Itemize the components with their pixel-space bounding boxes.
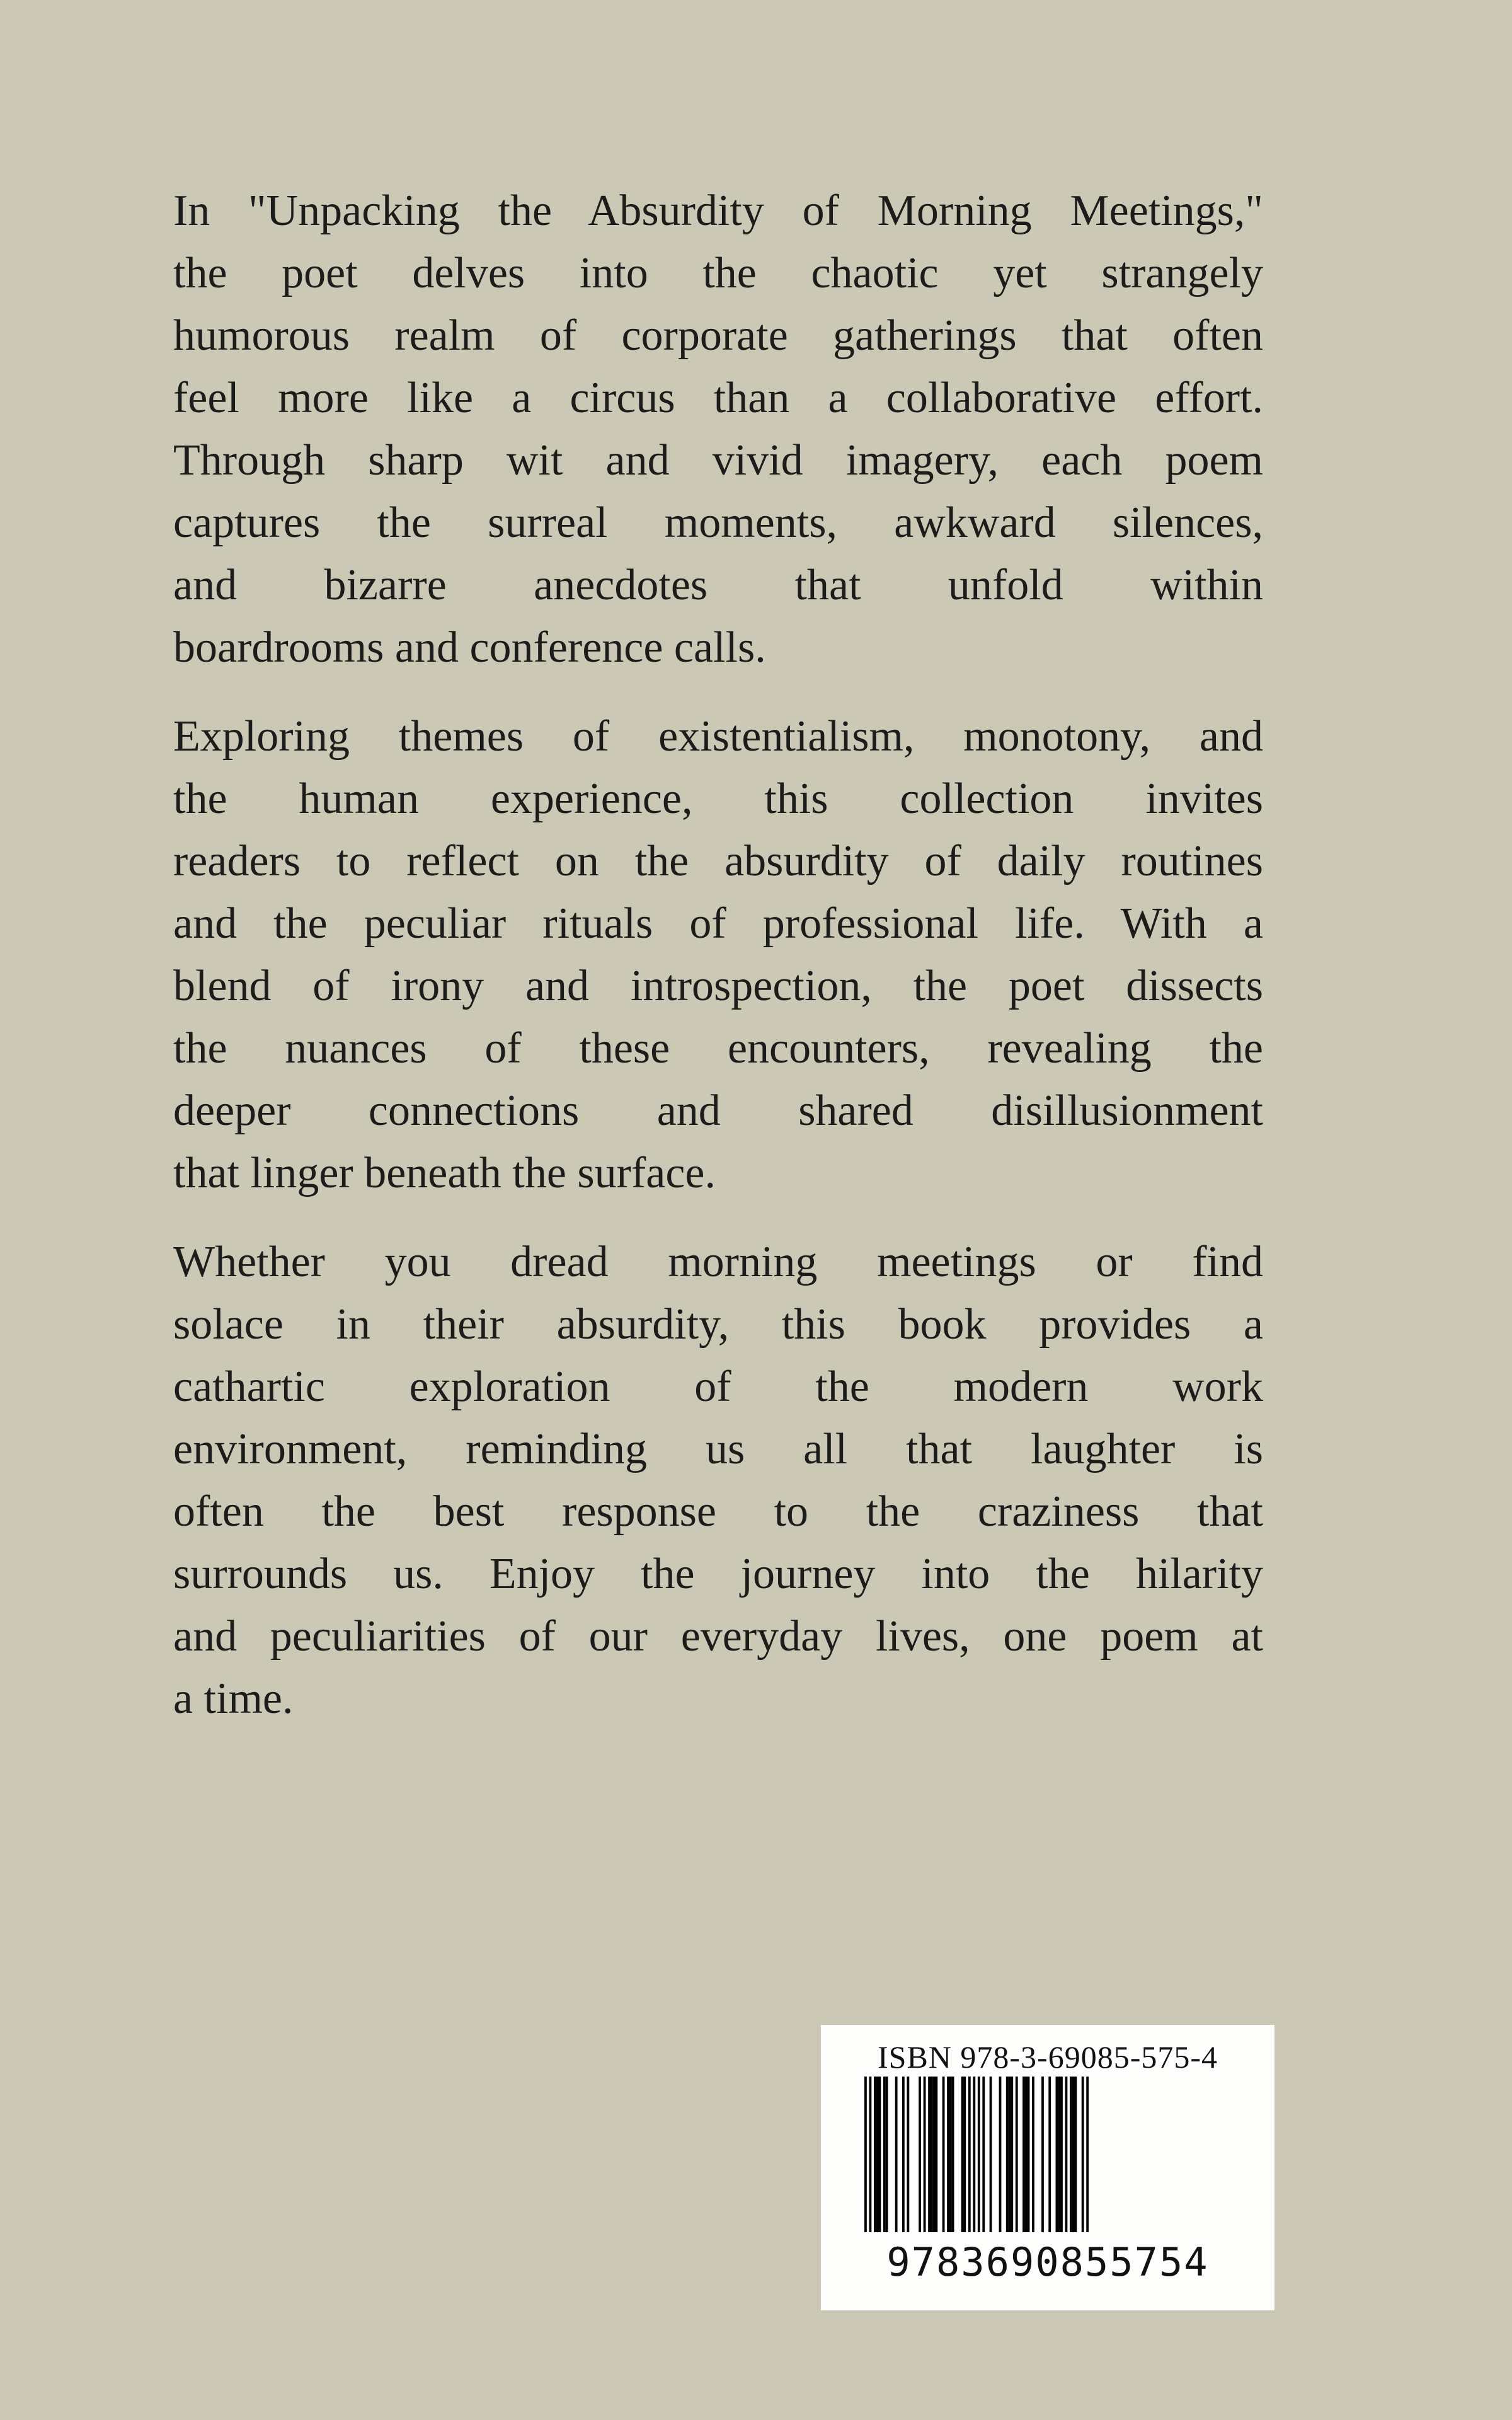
barcode-bar <box>1032 2077 1034 2232</box>
blurb-line: often the best response to the craziness that <box>173 1487 1263 1536</box>
barcode-bar <box>949 2077 952 2232</box>
blurb-line: and the peculiar rituals of professional life. With a <box>173 899 1263 948</box>
barcode-bar <box>878 2077 881 2232</box>
barcode-bar <box>982 2077 985 2232</box>
blurb-line: environment, reminding us all that laughter is <box>173 1425 1263 1473</box>
barcode-bar <box>1041 2077 1044 2232</box>
barcode-bar <box>1058 2077 1060 2232</box>
blurb-line: boardrooms and conference calls. <box>173 623 766 672</box>
barcode-bar <box>935 2077 937 2232</box>
barcode-bar <box>1022 2077 1025 2232</box>
blurb-line: blend of irony and introspection, the poet dissects <box>173 962 1263 1010</box>
blurb-line: deeper connections and shared disillusionment <box>173 1086 1263 1135</box>
barcode-bar <box>1028 2077 1030 2232</box>
barcode-bar <box>999 2077 1002 2232</box>
barcode-bar <box>886 2077 888 2232</box>
back-cover-blurb <box>173 180 1263 1756</box>
barcode-bar <box>1082 2077 1084 2232</box>
isbn-number: ISBN 978-3-69085-575-4 <box>877 2039 1218 2075</box>
barcode-bar <box>973 2077 975 2232</box>
barcode-bar <box>952 2077 954 2232</box>
barcode-bar <box>990 2077 992 2232</box>
isbn-barcode-label <box>821 2025 1274 2310</box>
barcode-bar <box>942 2077 945 2232</box>
blurb-line: the poet delves into the chaotic yet strangely <box>173 249 1263 297</box>
blurb-line: humorous realm of corporate gatherings that often <box>173 311 1263 360</box>
barcode-bar <box>1075 2077 1077 2232</box>
barcode-bar <box>963 2077 966 2232</box>
barcode-bar <box>1009 2077 1011 2232</box>
barcode-bar <box>902 2077 905 2232</box>
barcode-digits: 9783690855754 <box>886 2239 1209 2285</box>
blurb-line: surrounds us. Enjoy the journey into the hilarity <box>173 1550 1263 1598</box>
blurb-line: Through sharp wit and vivid imagery, each poem <box>173 436 1263 485</box>
barcode-bar <box>1016 2077 1018 2232</box>
barcode-bar <box>1072 2077 1075 2232</box>
blurb-line: a time. <box>173 1674 294 1723</box>
barcode-bar <box>928 2077 931 2232</box>
barcode-bar <box>895 2077 898 2232</box>
blurb-line: and bizarre anecdotes that unfold within <box>173 561 1263 609</box>
barcode-bar <box>1060 2077 1063 2232</box>
barcode-bar <box>907 2077 909 2232</box>
blurb-line: Whether you dread morning meetings or find <box>173 1238 1263 1286</box>
barcode-bars <box>864 2077 1089 2232</box>
blurb-line: feel more like a circus than a collaborative effort. <box>173 374 1263 422</box>
barcode-bar <box>1065 2077 1068 2232</box>
blurb-line: solace in their absurdity, this book provides a <box>173 1300 1263 1349</box>
barcode-bar <box>1048 2077 1051 2232</box>
barcode-bar <box>1025 2077 1028 2232</box>
barcode-bar <box>874 2077 876 2232</box>
blurb-paragraph <box>173 180 1263 679</box>
blurb-line: In "Unpacking the Absurdity of Morning Meetings," <box>173 187 1263 235</box>
barcode-bar <box>924 2077 926 2232</box>
blurb-line: the human experience, this collection invites <box>173 775 1263 823</box>
barcode-bar <box>919 2077 921 2232</box>
blurb-line: cathartic exploration of the modern work <box>173 1363 1263 1411</box>
blurb-line: Exploring themes of existentialism, monotony, and <box>173 712 1263 761</box>
blurb-line: readers to reflect on the absurdity of daily routines <box>173 837 1263 885</box>
barcode-bar <box>864 2077 867 2232</box>
blurb-line: and peculiarities of our everyday lives, one poem at <box>173 1612 1263 1661</box>
blurb-line: captures the surreal moments, awkward silences, <box>173 498 1263 547</box>
barcode-bar <box>1011 2077 1013 2232</box>
barcode-bar <box>947 2077 949 2232</box>
barcode-bar <box>961 2077 964 2232</box>
barcode-bar <box>978 2077 980 2232</box>
barcode-bar <box>869 2077 871 2232</box>
barcode-bar <box>968 2077 971 2232</box>
barcode-bar <box>931 2077 933 2232</box>
barcode-bar <box>1006 2077 1009 2232</box>
barcode-bar <box>883 2077 886 2232</box>
blurb-paragraph <box>173 705 1263 1204</box>
blurb-line: the nuances of these encounters, revealing the <box>173 1024 1263 1073</box>
barcode-bar <box>1086 2077 1089 2232</box>
barcode-bar <box>876 2077 879 2232</box>
barcode-bar <box>1070 2077 1072 2232</box>
barcode-bar <box>933 2077 936 2232</box>
blurb-line: that linger beneath the surface. <box>173 1149 716 1197</box>
blurb-paragraph <box>173 1231 1263 1730</box>
barcode-bar <box>1056 2077 1058 2232</box>
